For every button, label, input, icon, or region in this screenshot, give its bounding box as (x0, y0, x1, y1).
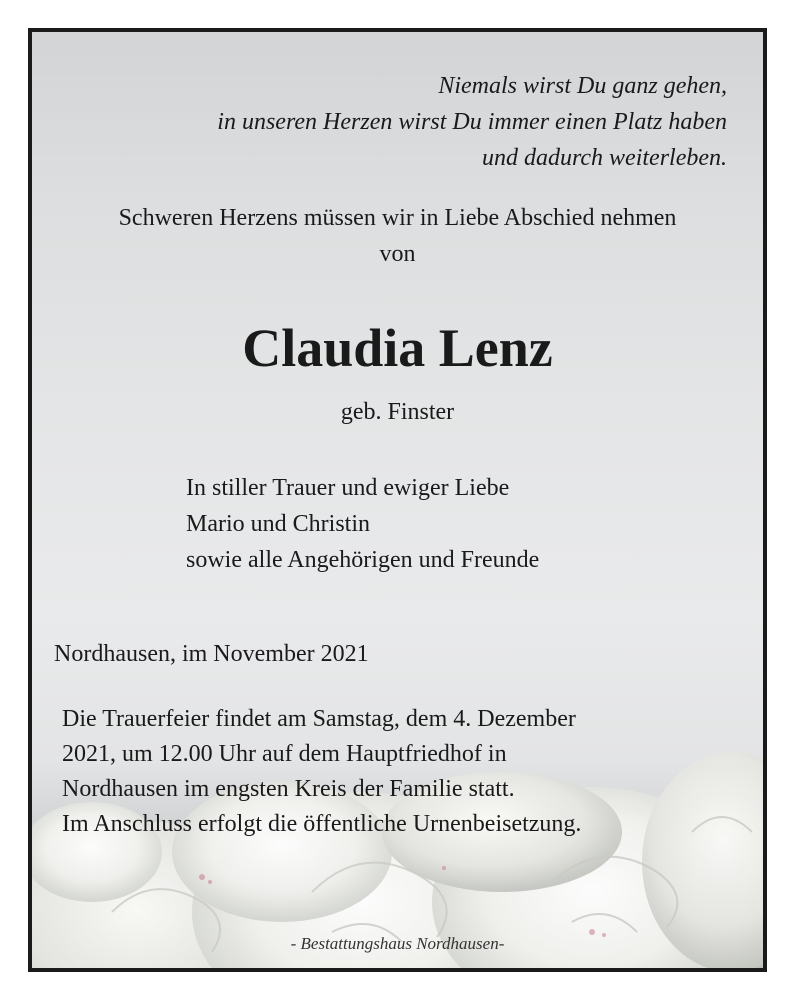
service-line: 2021, um 12.00 Uhr auf dem Hauptfriedhof in (62, 741, 507, 767)
mourners-line: Mario und Christin (186, 511, 370, 537)
deceased-name: Claudia Lenz (242, 318, 553, 378)
mourners-block (186, 470, 539, 578)
quote-line: Niemals wirst Du ganz gehen, (438, 73, 727, 99)
funeral-home-signature: - Bestattungshaus Nordhausen- (290, 934, 505, 953)
service-line: Die Trauerfeier findet am Samstag, dem 4. Dezember (62, 706, 576, 732)
quote-line: und dadurch weiterleben. (481, 145, 727, 171)
service-line: Nordhausen im engsten Kreis der Familie statt. (62, 776, 515, 802)
memorial-quote (87, 68, 727, 176)
birth-name: geb. Finster (340, 399, 455, 425)
service-line: Im Anschluss erfolgt die öffentliche Urnenbeisetzung. (62, 811, 582, 837)
obituary-frame (28, 28, 767, 972)
farewell-intro (32, 200, 763, 272)
mourners-line: sowie alle Angehörigen und Freunde (186, 547, 540, 573)
funeral-service-info (62, 702, 581, 842)
mourners-line: In stiller Trauer und ewiger Liebe (186, 475, 510, 501)
intro-line: Schweren Herzens müssen wir in Liebe Abschied nehmen (118, 205, 677, 231)
quote-line: in unseren Herzen wirst Du immer einen Platz haben (217, 109, 727, 135)
intro-line: von (379, 241, 416, 267)
place-and-date: Nordhausen, im November 2021 (54, 641, 369, 667)
